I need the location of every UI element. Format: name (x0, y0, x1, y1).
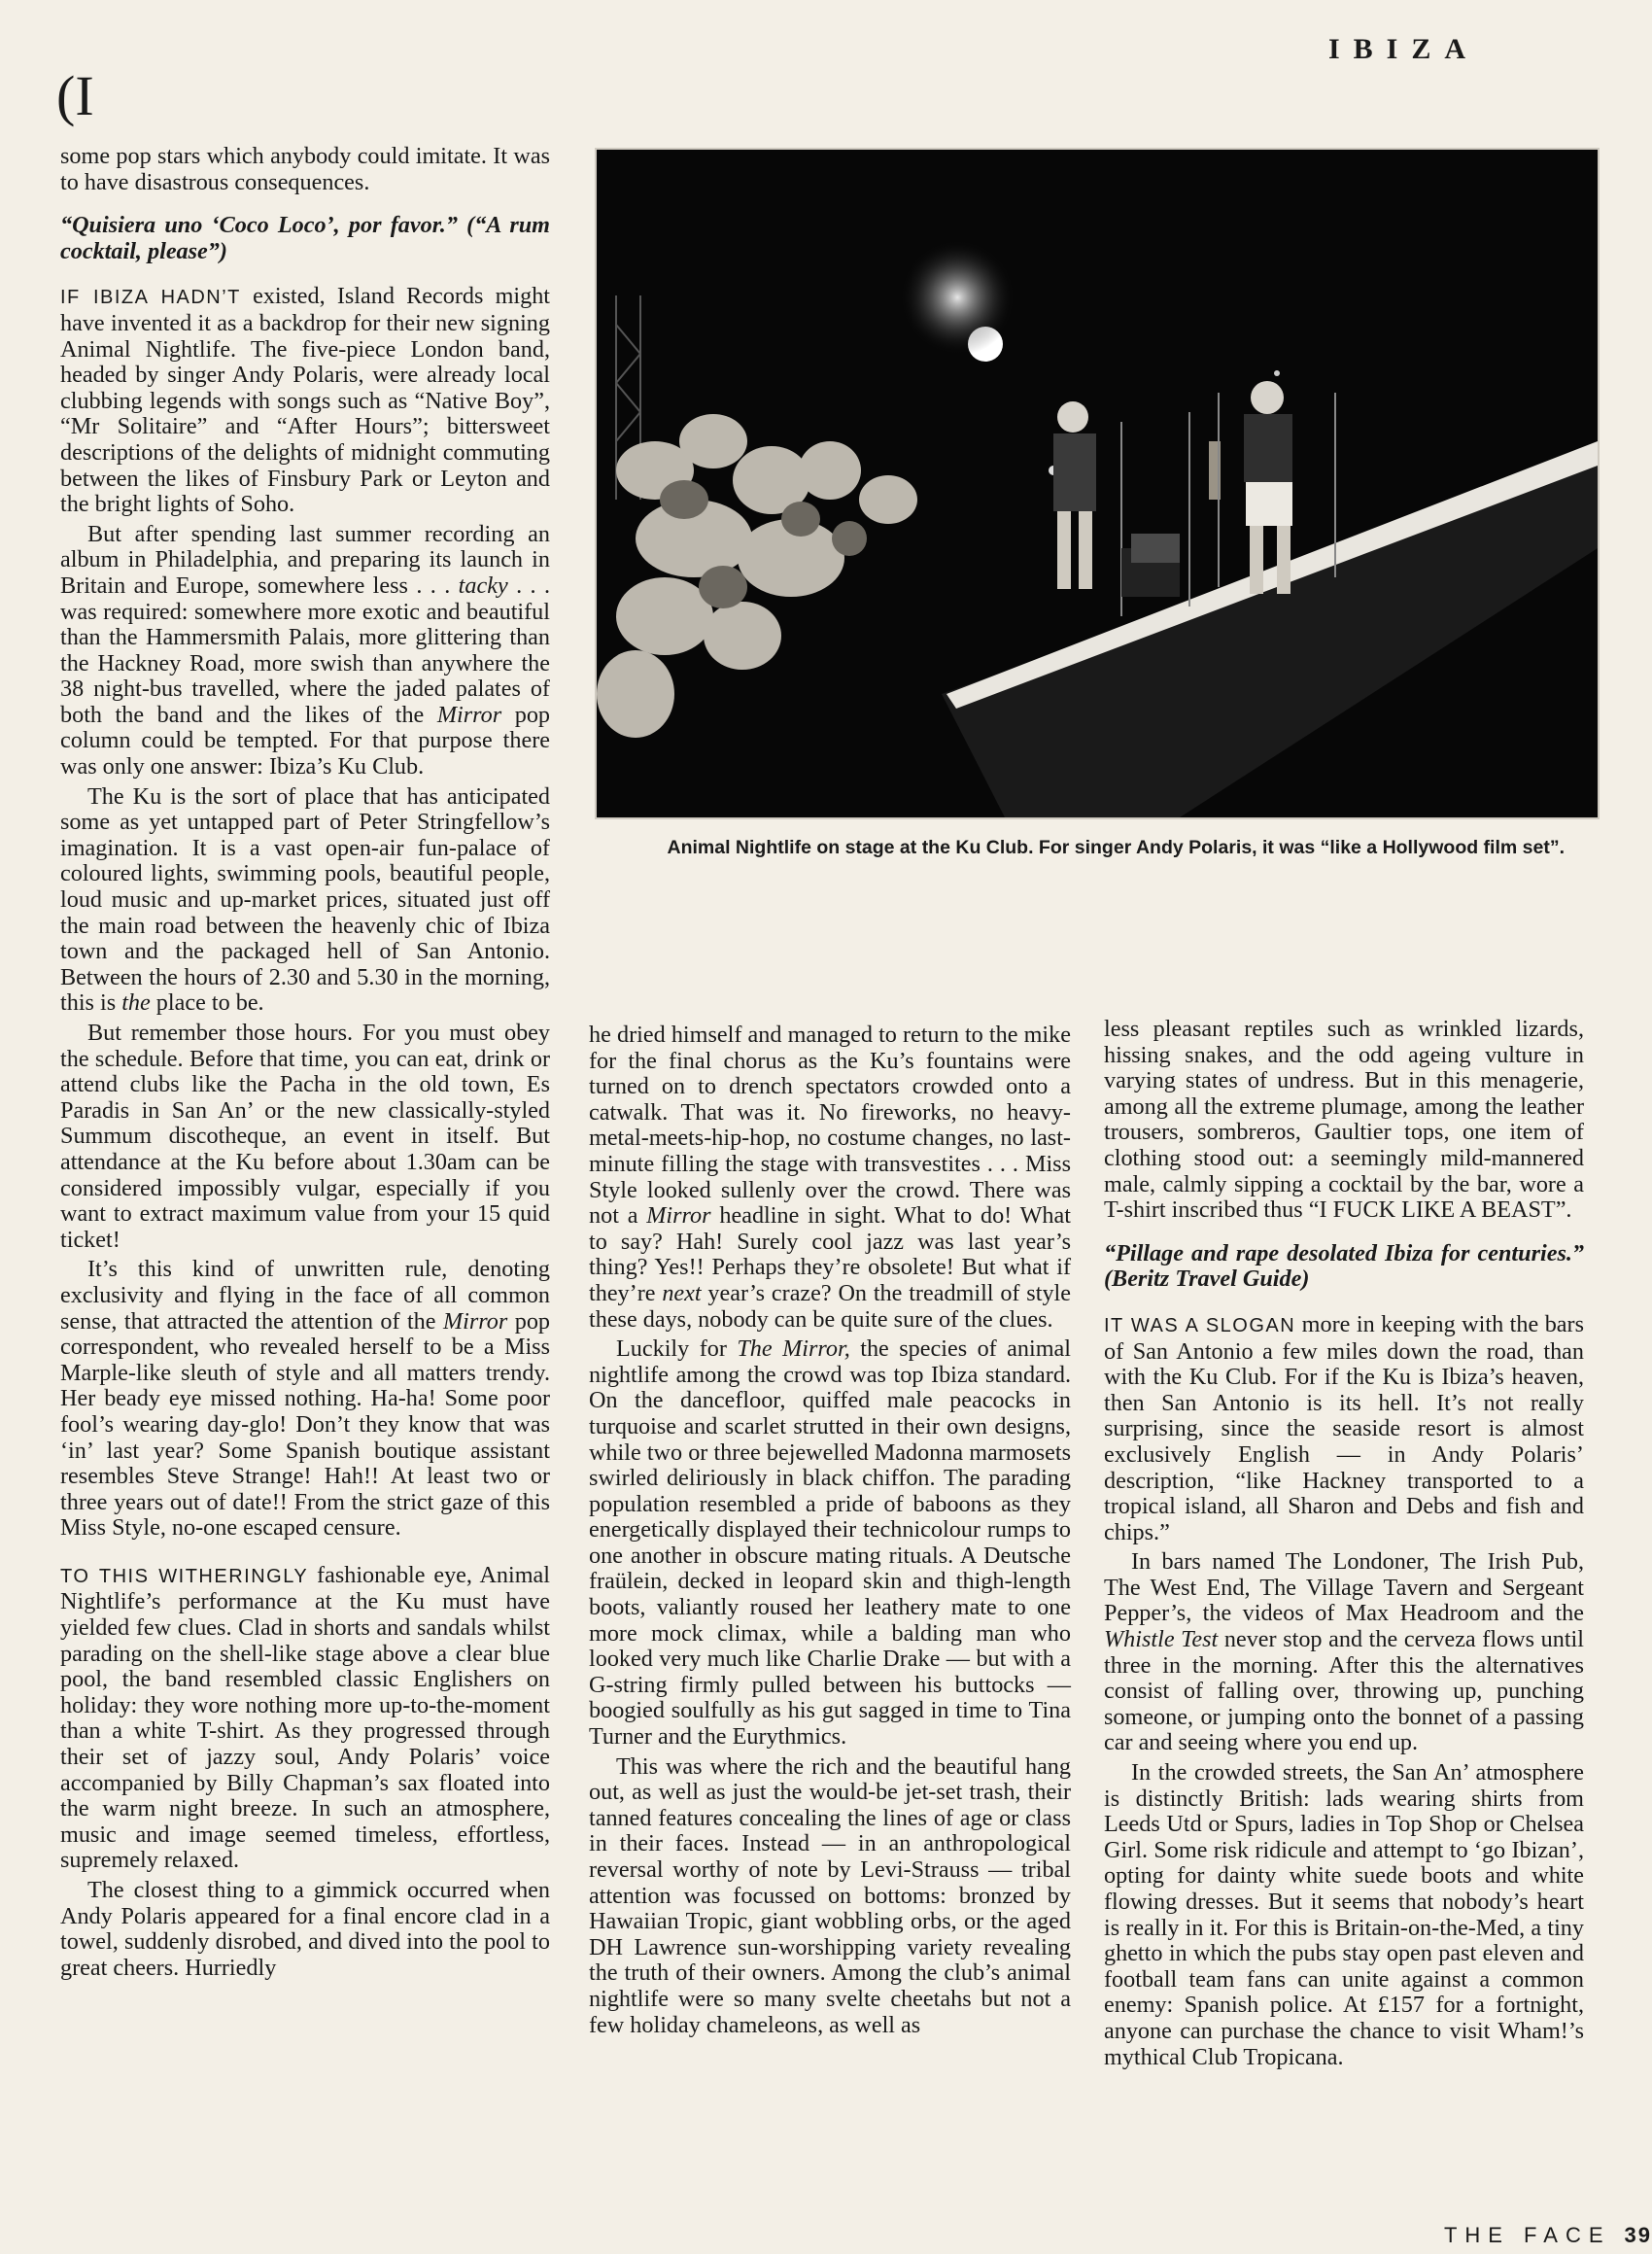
concert-photo-illustration (597, 150, 1598, 817)
paragraph: IT WAS A SLOGAN more in keeping with the bars of San Antonio a few miles down the road, than with the Ku Club. For if the Ku is Ibiza’s heaven, then San Antonio is its hell. It’s not really surprising, since the seaside resort is almost exclusively English — in Andy Polaris’ description, “like Hackney transported to a tropical island, all Sharon and Debs and fish and chips.” (1104, 1310, 1584, 1545)
paragraph: It’s this kind of unwritten rule, denoting exclusivity and flying in the face of all common sense, that attracted the attention of the Mirror pop correspondent, who revealed herself to be a Miss Marple-like sleuth of style and all matters trendy. Her beady eye missed nothing. Ha-ha! Some poor fool’s wearing day-glo! Don’t they know that was ‘in’ last year? Some Spanish boutique assistant resembles Steve Strange! Hah!! At least two or three years out of date!! From the strict gaze of this Miss Style, no-one escaped censure. (60, 1256, 551, 1542)
paragraph: But after spending last summer recording an album in Philadelphia, and preparing its launch in Britain and Europe, somewhere less . . . tacky . . . was required: somewhere more exotic and beautiful than the Hammersmith Palais, more glittering than the Hackney Road, more swish than anywhere the 38 night-bus travelled, where the jaded palates of both the band and the likes of the Mirror pop column could be tempted. For that purpose there was only one answer: Ibiza’s Ku Club. (60, 520, 551, 780)
article-column-3 (1104, 1017, 1584, 2074)
lead-in: IF IBIZA HADN’T (60, 287, 241, 309)
paragraph: he dried himself and managed to return to the mike for the final chorus as the Ku’s fountains were turned on to drench spectators crowded onto a catwalk. That was it. No fireworks, no heavy-metal-meets-hip-hop, no costume changes, no last-minute filling the stage with transvestites . . . Miss Style looked sullenly over the crowd. There was not a Mirror headline in sight. What to do! What to say? Hah! Surely cool jazz was last year’s thing? Yes!! Perhaps they’re obsolete! But what if they’re next year’s craze? On the treadmill of style these days, nobody can be quite sure of the clues. (589, 1022, 1071, 1333)
lead-in: TO THIS WITHERINGLY (60, 1565, 309, 1587)
paragraph: less pleasant reptiles such as wrinkled lizards, hissing snakes, and the odd ageing vulture in varying states of undress. But in this menagerie, among all the extreme plumage, among the leather trousers, sombreros, Gaultier tops, one item of clothing stood out: a seemingly mild-mannered male, calmly sipping a cocktail by the bar, wore a T-shirt inscribed thus “I FUCK LIKE A BEAST”. (1104, 1016, 1584, 1224)
article-column-2 (589, 1023, 1071, 2042)
paragraph: In the crowded streets, the San An’ atmosphere is distinctly British: lads wearing shirts from Leeds Utd or Spurs, ladies in Top Shop or Chelsea Girl. Some risk ridicule and attempt to ‘go Ibizan’, opting for dainty white suede boots and white flowing dresses. But it seems that nobody’s heart is really in it. For this is Britain-on-the-Med, a tiny ghetto in which the pubs stay open past eleven and football team fans can unite against a common enemy: Spanish police. At £157 for a fortnight, anyone can purchase the chance to visit Wham!’s mythical Club Tropicana. (1104, 1759, 1584, 2070)
pull-quote: “Quisiera uno ‘Coco Loco’, por favor.” (“A rum cocktail, please”) (60, 212, 550, 264)
article-column-1 (60, 144, 550, 1985)
paragraph: some pop stars which anybody could imitate. It was to have disastrous consequences. (60, 143, 550, 195)
stage-photo (595, 148, 1600, 819)
paragraph: IF IBIZA HADN’T existed, Island Records might have invented it as a backdrop for their new signing Animal Nightlife. The five-piece London band, headed by singer Andy Polaris, were already local clubbing legends with songs such as “Native Boy”, “Mr Solitaire” and “After Hours”; bittersweet descriptions of the delights of midnight commuting between the likes of Finsbury Park or Leyton and the bright lights of Soho. (60, 283, 551, 518)
paragraph: TO THIS WITHERINGLY fashionable eye, Animal Nightlife’s performance at the Ku must have yielded few clues. Clad in shorts and sandals whilst parading on the shell-like stage above a clear blue pool, the band resembled classic Englishers on holiday: they wore nothing more up-to-the-moment than a white T-shirt. As they progressed through their set of jazzy soul, Andy Polaris’ voice accompanied by Billy Chapman’s sax floated into the warm night breeze. In such an atmosphere, music and image seemed timeless, effortless, supremely relaxed. (60, 1561, 550, 1874)
paragraph: Luckily for The Mirror, the species of animal nightlife among the crowd was top Ibiza standard. On the dancefloor, quiffed male peacocks in turquoise and scarlet strutted in their own designs, while two or three bejewelled Madonna marmosets swirled deliriously in black chiffon. The parading population resembled a pride of baboons as they energetically displayed their technicolour rumps to one another in obscure mating rituals. A Deutsche fraülein, decked in leopard skin and thigh-length boots, valiantly roused her leathery mate to one more mock climax, while a balding man who looked very much like Charlie Drake — but with a G-string firmly pulled between his buttocks — boogied soulfully as his gut sagged in time to Tina Turner and the Eurythmics. (589, 1335, 1071, 1751)
paragraph: But remember those hours. For you must obey the schedule. Before that time, you can eat, drink or attend clubs like the Pacha in the old town, Es Paradis in San An’ or the new classically-styled Summum discotheque, an event in itself. But attendance at the Ku before about 1.30am can be considered impossibly vulgar, especially if you want to extract maximum value from your 15 quid ticket! (60, 1020, 550, 1253)
paragraph: This was where the rich and the beautiful hang out, as well as just the would-be jet-set trash, their tanned features concealing the lines of age or class in their faces. Instead — in an anthropological reversal worthy of note by Levi-Strauss — tribal attention was focussed on bottoms: bronzed by Hawaiian Tropic, giant wobbling orbs, or the aged DH Lawrence sun-worshipping variety revealing the truth of their owners. Among the club’s animal nightlife were so many svelte cheetahs but not a few holiday chameleons, as well as (589, 1752, 1071, 2038)
photo-caption: Animal Nightlife on stage at the Ku Club. For singer Andy Polaris, it was “like a Hollywood film set”. (667, 837, 1565, 858)
paragraph: The closest thing to a gimmick occurred when Andy Polaris appeared for a final encore clad in a towel, suddenly disrobed, and dived into the pool to great cheers. Hurriedly (60, 1877, 550, 1981)
magazine-name: THE FACE (1443, 2223, 1611, 2247)
paragraph: In bars named The Londoner, The Irish Pub, The West End, The Village Tavern and Sergeant Pepper’s, the videos of Max Headroom and the Whistle Test never stop and the cerveza flows until three in the morning. After this the alternatives consist of falling over, throwing up, punching someone, or jumping onto the bonnet of a passing car and seeing where you end up. (1104, 1548, 1584, 1756)
pull-quote: “Pillage and rape desolated Ibiza for centuries.” (Beritz Travel Guide) (1104, 1239, 1584, 1293)
corner-mark: (I (56, 64, 94, 127)
page-footer (1444, 2223, 1652, 2248)
section-header: IBIZA (1327, 33, 1479, 65)
paragraph: The Ku is the sort of place that has anticipated some as yet untapped part of Peter Stringfellow’s imagination. It is a vast open-air fun-palace of coloured lights, swimming pools, beautiful people, loud music and up-market prices, situated just off the main road between the heavenly chic of Ibiza town and the packaged hell of San Antonio. Between the hours of 2.30 and 5.30 in the morning, this is the place to be. (60, 782, 550, 1017)
lead-in: IT WAS A SLOGAN (1104, 1314, 1296, 1336)
page-number: 39 (1624, 2223, 1652, 2247)
